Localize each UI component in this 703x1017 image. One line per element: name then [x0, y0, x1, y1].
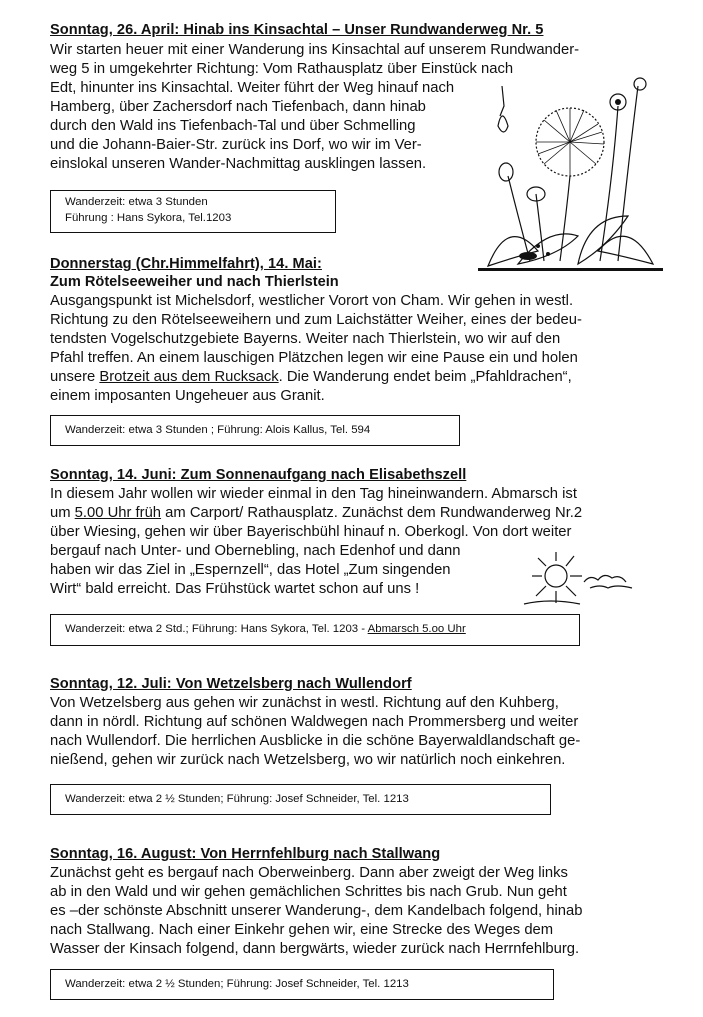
text-line: Richtung zu den Rötelseeweihern und zum Laichstätter Weiher, eines der bedeu-	[50, 312, 582, 328]
text-line: nach Wullendorf. Die herrlichen Ausblicke in die schöne Bayerwaldlandschaft ge-	[50, 733, 581, 749]
section-title: Donnerstag (Chr.Himmelfahrt), 14. Mai:	[50, 256, 322, 272]
text-line: unsere Brotzeit aus dem Rucksack. Die Wanderung endet beim „Pfahldrachen“,	[50, 369, 572, 385]
text-line: einem imposanten Ungeheuer aus Granit.	[50, 388, 325, 404]
text-line: tendsten Vogelschutzgebiete Bayerns. Weiter nach Thierlstein, wo wir auf den	[50, 331, 561, 347]
info-box-line: Wanderzeit: etwa 3 Stunden	[65, 196, 208, 208]
text-line: nießend, gehen wir zurück nach Wetzelsberg, wo wir natürlich noch einkehren.	[50, 752, 566, 768]
text-line: einslokal unseren Wander-Nachmittag ausklingen lassen.	[50, 156, 427, 172]
text-line: Zunächst geht es bergauf nach Oberweinberg. Dann aber zweigt der Weg links	[50, 865, 568, 881]
text-line: es –der schönste Abschnitt unserer Wanderung-, dem Kandelbach folgend, hinab	[50, 903, 583, 919]
text-line: über Wiesing, gehen wir über Bayerischbühl hinauf n. Oberkogl. Von dort weiter	[50, 524, 572, 540]
text-line: Wirt“ bald erreicht. Das Frühstück wartet schon auf uns !	[50, 581, 420, 597]
text-line: ab in den Wald und wir gehen gemächlichen Schrittes bis nach Grub. Nun geht	[50, 884, 567, 900]
dandelion-flowers-drawing	[478, 66, 663, 271]
info-box	[50, 614, 580, 646]
text-line: Wir starten heuer mit einer Wanderung ins Kinsachtal auf unserem Rundwander-	[50, 42, 580, 58]
section-title: Sonntag, 12. Juli: Von Wetzelsberg nach Wullendorf	[50, 676, 412, 692]
text-line: um 5.00 Uhr früh am Carport/ Rathausplatz. Zunächst dem Rundwanderweg Nr.2	[50, 505, 583, 521]
info-box-line: Wanderzeit: etwa 2 ½ Stunden; Führung: Josef Schneider, Tel. 1213	[65, 978, 409, 990]
section-title: Sonntag, 16. August: Von Herrnfehlburg nach Stallwang	[50, 846, 441, 862]
text-line: Hamberg, über Zachersdorf nach Tiefenbach, dann hinab	[50, 99, 426, 115]
section-title: Sonntag, 26. April: Hinab ins Kinsachtal – Unser Rundwanderweg Nr. 5	[50, 22, 544, 38]
section-subtitle: Zum Rötelseeweiher und nach Thierlstein	[50, 274, 339, 290]
text-line: haben wir das Ziel in „Espernzell“, das Hotel „Zum singenden	[50, 562, 451, 578]
text-line: dann in nördl. Richtung auf schönen Waldwegen nach Prommersberg und weiter	[50, 714, 579, 730]
text-line: Wasser der Kinsach folgend, dann bergwärts, wieder zurück nach Herrnfehlburg.	[50, 941, 580, 957]
info-box-line: Wanderzeit: etwa 2 Std.; Führung: Hans Sykora, Tel. 1203 - Abmarsch 5.oo Uhr	[65, 623, 466, 635]
info-box-line: Führung : Hans Sykora, Tel.1203	[65, 212, 232, 224]
text-line: Von Wetzelsberg aus gehen wir zunächst in westl. Richtung auf den Kuhberg,	[50, 695, 559, 711]
info-box	[50, 190, 336, 233]
text-line: Edt, hinunter ins Kinsachtal. Weiter führt der Weg hinauf nach	[50, 80, 455, 96]
info-box	[50, 784, 551, 815]
underlined-text: Brotzeit aus dem Rucksack	[99, 369, 279, 385]
text-line: durch den Wald ins Tiefenbach-Tal und über Schmelling	[50, 118, 416, 134]
section-title: Sonntag, 14. Juni: Zum Sonnenaufgang nach Elisabethszell	[50, 467, 467, 483]
info-box	[50, 415, 460, 446]
underlined-text: 5.00 Uhr früh	[74, 505, 162, 521]
text-line: weg 5 in umgekehrter Richtung: Vom Rathausplatz über Einstück nach	[50, 61, 514, 77]
text-line: Ausgangspunkt ist Michelsdorf, westlicher Vorort von Cham. Wir gehen in westl.	[50, 293, 574, 309]
text-line: und die Johann-Baier-Str. zurück ins Dorf, wo wir im Ver-	[50, 137, 422, 153]
info-box-line: Wanderzeit: etwa 3 Stunden ; Führung: Alois Kallus, Tel. 594	[65, 424, 371, 436]
info-box-line: Wanderzeit: etwa 2 ½ Stunden; Führung: Josef Schneider, Tel. 1213	[65, 793, 409, 805]
text-line: bergauf nach Unter- und Obernebling, nach Edenhof und dann	[50, 543, 461, 559]
info-box	[50, 969, 554, 1000]
sun-and-clouds-drawing	[520, 548, 640, 610]
text-line: In diesem Jahr wollen wir wieder einmal in den Tag hineinwandern. Abmarsch ist	[50, 486, 577, 502]
underlined-text: Abmarsch 5.oo Uhr	[367, 623, 466, 635]
text-line: nach Stallwang. Nach einer Einkehr gehen wir, eine Strecke des Weges dem	[50, 922, 554, 938]
text-line: Pfahl treffen. An einem lauschigen Plätzchen legen wir eine Pause ein und holen	[50, 350, 578, 366]
